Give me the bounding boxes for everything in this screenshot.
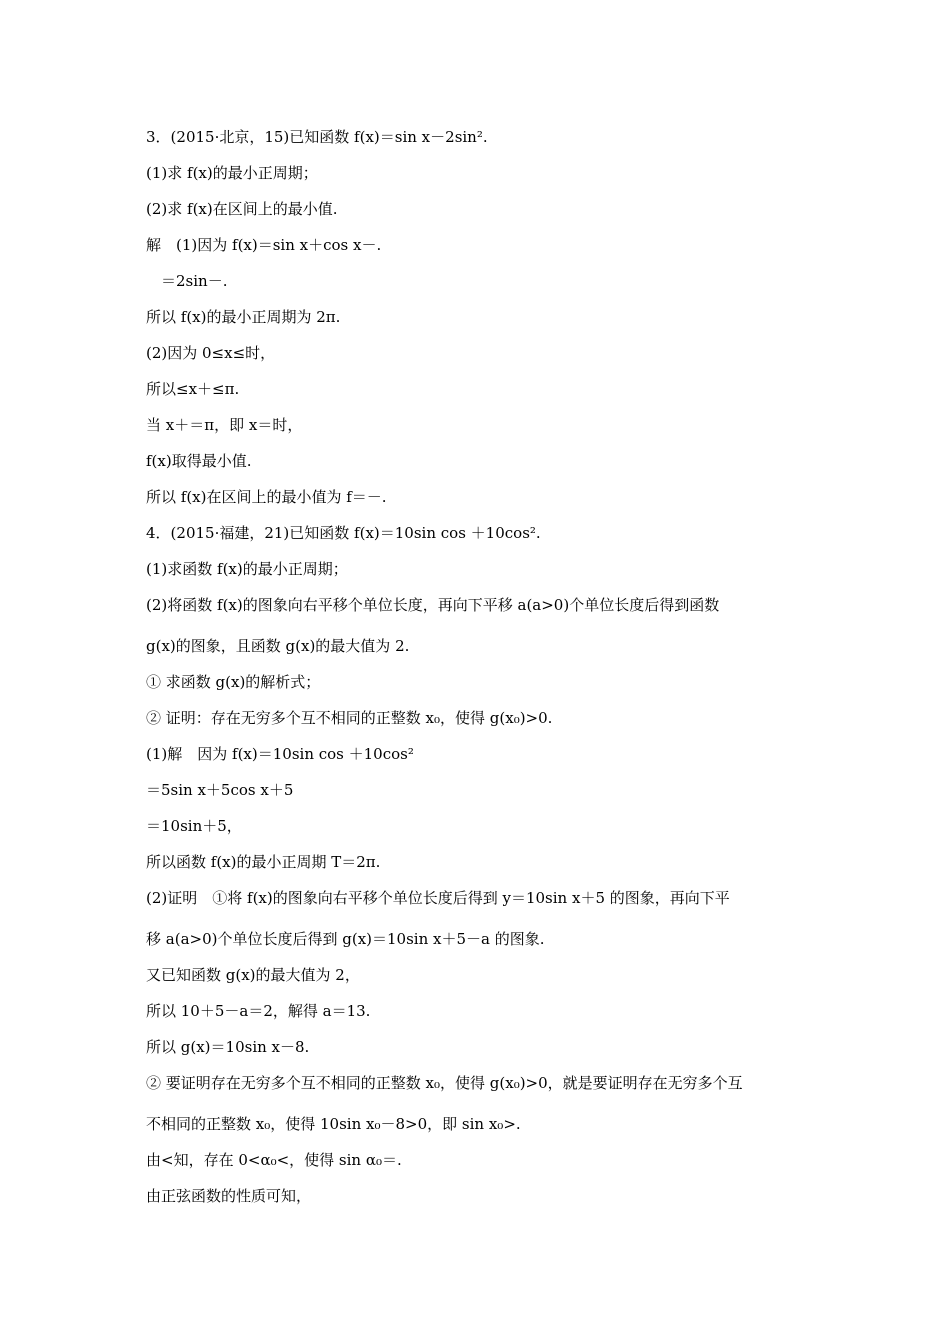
solution-3-line-3: 所以 f(x)的最小正周期为 2π.: [146, 308, 341, 326]
problem-4-subpart-1: ① 求函数 g(x)的解析式；: [146, 673, 321, 691]
solution-4-line-4: 所以函数 f(x)的最小正周期 T＝2π.: [146, 853, 381, 871]
solution-3-line-4: (2)因为 0≤x≤时，: [146, 344, 276, 362]
solution-3-line-5: 所以≤x＋≤π.: [146, 380, 240, 398]
problem-4-part-1: (1)求函数 f(x)的最小正周期；: [146, 560, 348, 578]
solution-4-line-6: 移 a(a>0)个单位长度后得到 g(x)＝10sin x＋5－a 的图象.: [146, 930, 545, 948]
solution-3-line-2: ＝2sin－.: [146, 272, 228, 290]
solution-4-line-5: (2)证明 ①将 f(x)的图象向右平移个单位长度后得到 y＝10sin x＋5 的图象，再向下平: [146, 889, 730, 907]
solution-4-line-7: 又已知函数 g(x)的最大值为 2，: [146, 966, 360, 984]
problem-4-part-2: (2)将函数 f(x)的图象向右平移个单位长度，再向下平移 a(a>0)个单位长度后得到函数: [146, 596, 720, 614]
problem-3-statement: 3．(2015·北京，15)已知函数 f(x)＝sin x－2sin².: [146, 128, 488, 146]
solution-4-line-3: ＝10sin＋5，: [146, 817, 242, 835]
solution-4-line-8: 所以 10＋5－a＝2，解得 a＝13.: [146, 1002, 371, 1020]
solution-4-line-10: ② 要证明存在无穷多个互不相同的正整数 x₀，使得 g(x₀)>0，就是要证明存在无穷多个互: [146, 1074, 743, 1092]
solution-3-line-1: 解 (1)因为 f(x)＝sin x＋cos x－.: [146, 236, 382, 254]
solution-4-line-13: 由正弦函数的性质可知，: [146, 1187, 312, 1205]
solution-4-line-9: 所以 g(x)＝10sin x－8.: [146, 1038, 310, 1056]
solution-3-line-6: 当 x＋＝π，即 x＝时，: [146, 416, 303, 434]
solution-3-line-8: 所以 f(x)在区间上的最小值为 f＝－.: [146, 488, 387, 506]
problem-3-part-2: (2)求 f(x)在区间上的最小值.: [146, 200, 338, 218]
problem-3-part-1: (1)求 f(x)的最小正周期；: [146, 164, 318, 182]
solution-4-line-2: ＝5sin x＋5cos x＋5: [146, 781, 294, 799]
solution-3-line-7: f(x)取得最小值.: [146, 452, 252, 470]
problem-4-part-2-cont: g(x)的图象，且函数 g(x)的最大值为 2.: [146, 637, 410, 655]
problem-4-subpart-2: ② 证明：存在无穷多个互不相同的正整数 x₀，使得 g(x₀)>0.: [146, 709, 553, 727]
solution-4-line-11: 不相同的正整数 x₀，使得 10sin x₀－8>0，即 sin x₀>.: [146, 1115, 521, 1133]
problem-4-statement: 4．(2015·福建，21)已知函数 f(x)＝10sin cos ＋10cos².: [146, 524, 541, 542]
solution-4-line-12: 由<知，存在 0<α₀<，使得 sin α₀＝.: [146, 1151, 402, 1169]
solution-4-line-1: (1)解 因为 f(x)＝10sin cos ＋10cos²: [146, 745, 414, 763]
